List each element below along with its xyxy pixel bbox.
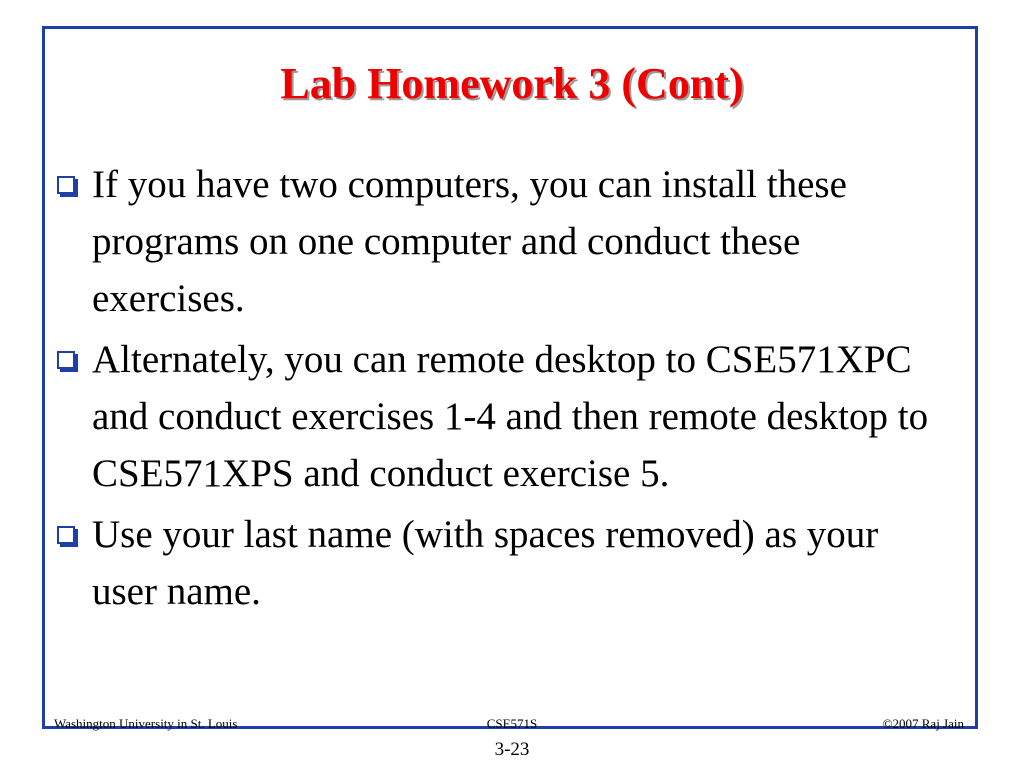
footer-copyright: ©2007 Raj Jain	[882, 716, 964, 731]
bullet-text: If you have two computers, you can install these programs on one computer and conduct these exercises.	[92, 163, 847, 320]
bullet-item	[54, 156, 944, 327]
bullet-item	[54, 331, 944, 502]
footer-institution: Washington University in St. Louis	[54, 716, 238, 731]
bullet-text: Use your last name (with spaces removed) as your user name.	[92, 513, 879, 613]
page-number: 3-23	[494, 739, 530, 760]
square-bullet-icon	[57, 351, 75, 369]
square-bullet-icon	[57, 526, 75, 544]
slide-title: Lab Homework 3 (Cont)	[280, 59, 744, 108]
bullet-text: Alternately, you can remote desktop to CSE571XPC and conduct exercises 1-4 and then remote desktop to CSE571XPS and conduct exercise 5.	[92, 338, 929, 495]
bullet-list	[54, 156, 944, 624]
bullet-item	[54, 506, 944, 620]
square-bullet-icon	[57, 176, 75, 194]
footer-course: CSE571S	[486, 716, 538, 731]
